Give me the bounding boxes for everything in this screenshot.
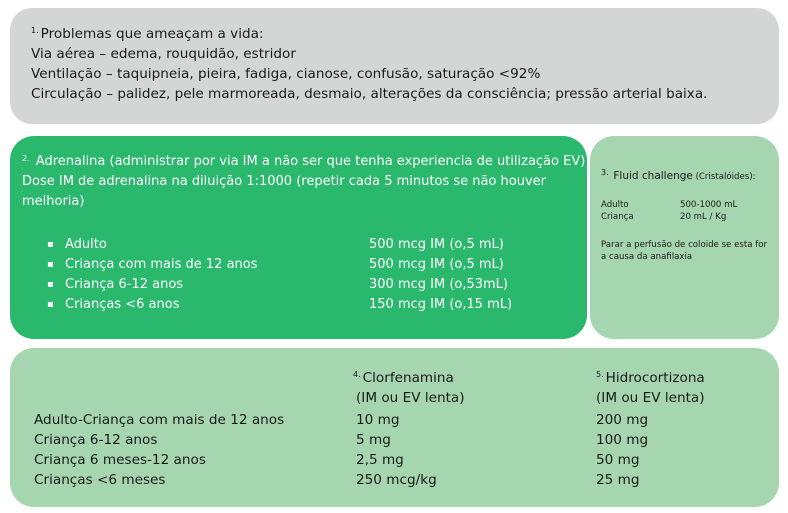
footnote-number: 1. (31, 26, 39, 35)
dose-value: 500 mcg IM (o,5 mL) (369, 257, 504, 272)
fluid-challenge-doses (601, 199, 769, 223)
hydrocortisone-dose: 200 mg (596, 412, 649, 428)
ventilation-line: Ventilação – taquipneia, pieira, fadiga, cianose, confusão, saturação <92% (31, 66, 541, 82)
footnote-number: 4. (353, 370, 361, 379)
footnote-number: 5. (596, 370, 604, 379)
chlorphenamine-dose: 2,5 mg (356, 452, 404, 468)
adrenaline-dose-line-cont: melhoria) (22, 194, 85, 209)
adrenaline-box (10, 136, 587, 339)
patient-group: Criança 6-12 anos (34, 432, 158, 448)
patient-group: Crianças <6 anos (65, 297, 180, 312)
dose-value: 300 mcg IM (o,53mL) (369, 277, 509, 292)
life-threatening-problems-box (10, 8, 779, 124)
adrenaline-title-line (22, 152, 586, 172)
circulation-line: Circulação – palidez, pele marmoreada, desmaio, alterações da consciência; pressão arterial baixa. (31, 86, 708, 102)
footnote-number: 3. (601, 168, 609, 177)
chlorphenamine-dose: 10 mg (356, 412, 400, 428)
patient-group: Crianças <6 meses (34, 472, 166, 488)
list-item (22, 275, 577, 295)
bullet-icon: ▪ (47, 259, 54, 270)
fluid-challenge-box (590, 136, 779, 339)
list-item (22, 295, 577, 315)
hydrocortisone-name: Hidrocortizona (605, 370, 705, 386)
adrenaline-title: Adrenalina (administrar por via IM a não ser que tenha experiencia de utilização EV) (35, 154, 586, 169)
box1-title-line (31, 24, 779, 44)
hydrocortisone-dose: 25 mg (596, 472, 640, 488)
fluid-challenge-title-rest: (Cristalóides): (695, 172, 756, 182)
chlorphenamine-name: Clorfenamina (362, 370, 454, 386)
adrenaline-dose-list (22, 235, 577, 315)
chlorphenamine-route: (IM ou EV lenta) (356, 390, 465, 406)
chlorphenamine-dose: 5 mg (356, 432, 391, 448)
adrenaline-dose-line: Dose IM de adrenalina na diluição 1:1000 (repetir cada 5 minutos se não houver (22, 174, 547, 189)
hydrocortisone-dose: 100 mg (596, 432, 649, 448)
patient-group: Criança 6 meses-12 anos (34, 452, 206, 468)
dose-value: 500 mcg IM (o,5 mL) (369, 237, 504, 252)
list-item (22, 255, 577, 275)
patient-group: Adulto (601, 200, 629, 210)
patient-group: Adulto-Criança com mais de 12 anos (34, 412, 285, 428)
dose-value: 150 mcg IM (o,15 mL) (369, 297, 513, 312)
hydrocortisone-header (596, 368, 705, 388)
footnote-number: 2. (22, 154, 30, 163)
patient-group: Criança com mais de 12 anos (65, 257, 258, 272)
box1-title: Problemas que ameaçam a vida: (40, 26, 264, 42)
bullet-icon: ▪ (47, 239, 54, 250)
bullet-icon: ▪ (47, 299, 54, 310)
dose-value: 500-1000 mL (680, 200, 738, 210)
colloid-note: Parar a perfusão de coloide se esta for a causa da anafilaxia (601, 240, 768, 262)
airway-line: Via aérea – edema, rouquidão, estridor (31, 46, 296, 62)
hydrocortisone-route: (IM ou EV lenta) (596, 390, 705, 406)
hydrocortisone-dose: 50 mg (596, 452, 640, 468)
patient-group: Adulto (65, 237, 107, 252)
bullet-icon: ▪ (47, 279, 54, 290)
dose-value: 20 mL / Kg (680, 212, 727, 222)
patient-group: Criança 6-12 anos (65, 277, 184, 292)
patient-group: Criança (601, 212, 634, 222)
chlorphenamine-dose: 250 mcg/kg (356, 472, 437, 488)
list-item (22, 235, 577, 255)
antihistamine-steroid-box (10, 348, 779, 507)
chlorphenamine-header (353, 368, 454, 388)
fluid-challenge-title-main: Fluid challenge (613, 170, 693, 182)
list-item (601, 199, 769, 211)
list-item (601, 211, 769, 223)
fluid-challenge-title (601, 170, 769, 183)
